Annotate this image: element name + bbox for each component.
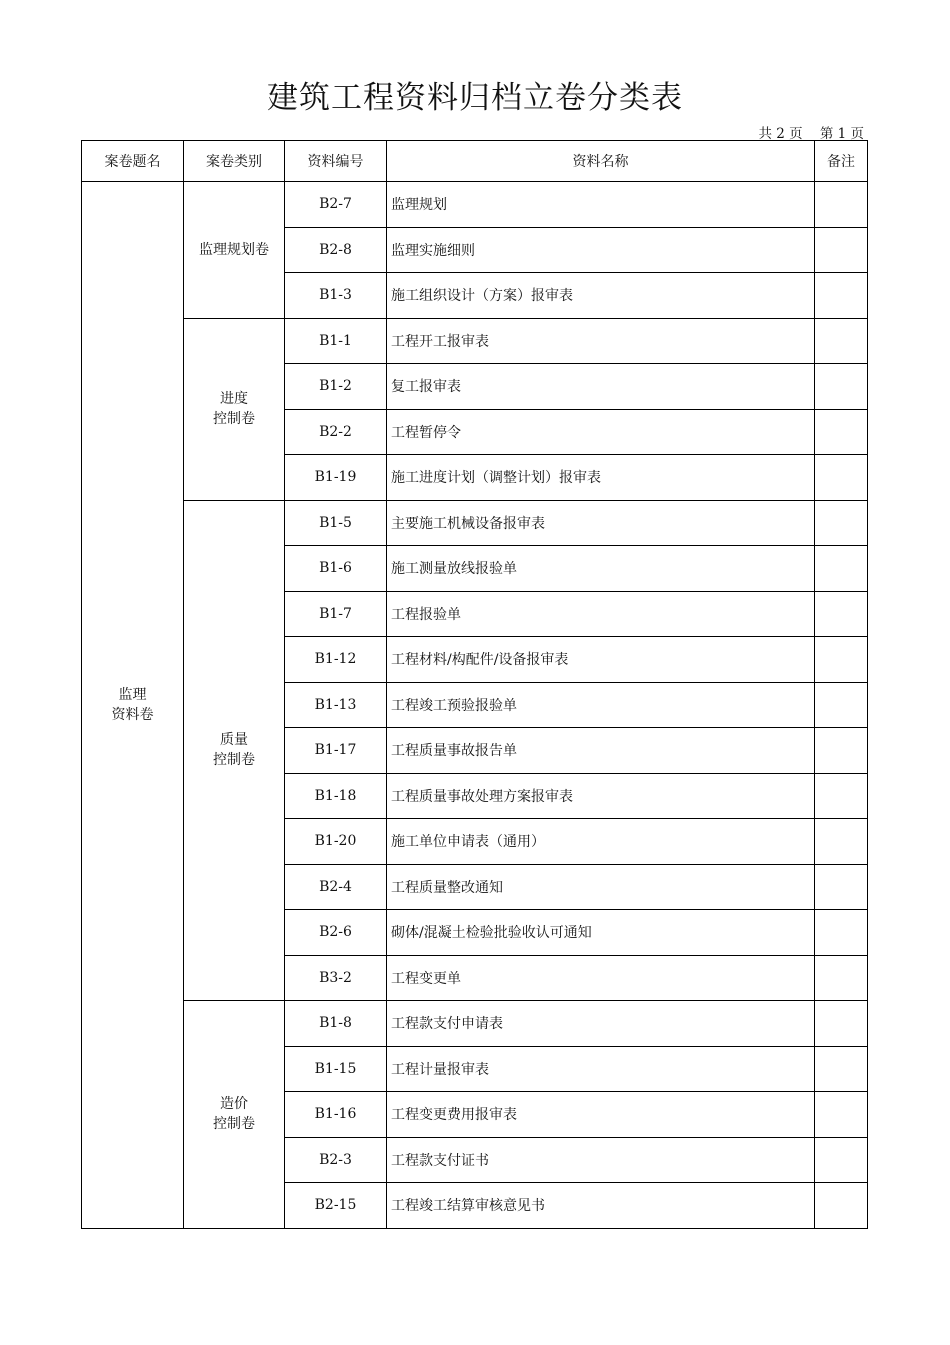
remarks-cell: [815, 682, 868, 728]
doc-number-cell: B2-7: [285, 182, 387, 228]
header-remarks: 备注: [815, 141, 868, 182]
doc-number-cell: B1-18: [285, 773, 387, 819]
doc-name-cell: 施工测量放线报验单: [387, 546, 815, 592]
archive-classification-table: [81, 140, 868, 1229]
doc-name-cell: 工程款支付申请表: [387, 1001, 815, 1047]
doc-number-cell: B2-4: [285, 864, 387, 910]
doc-number-cell: B1-15: [285, 1046, 387, 1092]
doc-number-cell: B1-8: [285, 1001, 387, 1047]
remarks-cell: [815, 409, 868, 455]
doc-number-cell: B1-6: [285, 546, 387, 592]
remarks-cell: [815, 455, 868, 501]
doc-name-cell: 施工单位申请表（通用）: [387, 819, 815, 865]
doc-name-cell: 工程变更单: [387, 955, 815, 1001]
table-row: [82, 318, 868, 364]
doc-name-cell: 工程开工报审表: [387, 318, 815, 364]
remarks-cell: [815, 591, 868, 637]
remarks-cell: [815, 1046, 868, 1092]
doc-name-cell: 工程款支付证书: [387, 1137, 815, 1183]
volume-title-line: 资料卷: [111, 706, 154, 723]
doc-number-cell: B1-20: [285, 819, 387, 865]
remarks-cell: [815, 819, 868, 865]
doc-number-cell: B2-3: [285, 1137, 387, 1183]
remarks-cell: [815, 728, 868, 774]
volume-category-line: 控制卷: [213, 752, 255, 769]
doc-number-cell: B1-19: [285, 455, 387, 501]
remarks-cell: [815, 546, 868, 592]
remarks-cell: [815, 1001, 868, 1047]
doc-number-cell: B3-2: [285, 955, 387, 1001]
remarks-cell: [815, 364, 868, 410]
doc-name-cell: 工程报验单: [387, 591, 815, 637]
table-row: [82, 1001, 868, 1047]
doc-number-cell: B1-1: [285, 318, 387, 364]
volume-category-cell: [184, 318, 285, 500]
doc-name-cell: 工程计量报审表: [387, 1046, 815, 1092]
doc-name-cell: 施工进度计划（调整计划）报审表: [387, 455, 815, 501]
remarks-cell: [815, 637, 868, 683]
remarks-cell: [815, 1137, 868, 1183]
remarks-cell: [815, 864, 868, 910]
remarks-cell: [815, 1092, 868, 1138]
doc-name-cell: 工程材料/构配件/设备报审表: [387, 637, 815, 683]
doc-name-cell: 施工组织设计（方案）报审表: [387, 273, 815, 319]
volume-category-cell: [184, 182, 285, 319]
remarks-cell: [815, 182, 868, 228]
remarks-cell: [815, 500, 868, 546]
page-title: 建筑工程资料归档立卷分类表: [267, 80, 683, 116]
remarks-cell: [815, 273, 868, 319]
doc-number-cell: B1-5: [285, 500, 387, 546]
remarks-cell: [815, 773, 868, 819]
doc-number-cell: B1-16: [285, 1092, 387, 1138]
doc-name-cell: 工程暂停令: [387, 409, 815, 455]
table-row: [82, 182, 868, 228]
doc-name-cell: 工程质量事故处理方案报审表: [387, 773, 815, 819]
volume-category-line: 监理规划卷: [199, 241, 269, 258]
volume-category-line: 进度: [220, 391, 248, 407]
doc-number-cell: B1-7: [285, 591, 387, 637]
doc-name-cell: 主要施工机械设备报审表: [387, 500, 815, 546]
remarks-cell: [815, 1183, 868, 1229]
volume-title-cell: [82, 182, 184, 1229]
header-doc-number: 资料编号: [285, 141, 387, 182]
doc-name-cell: 监理实施细则: [387, 227, 815, 273]
volume-title-line: 监理: [118, 686, 147, 703]
remarks-cell: [815, 955, 868, 1001]
table-body: [82, 182, 868, 1229]
header-row: [82, 141, 868, 182]
volume-category-cell: [184, 1001, 285, 1229]
doc-number-cell: B1-13: [285, 682, 387, 728]
doc-name-cell: 工程竣工结算审核意见书: [387, 1183, 815, 1229]
header-volume-category: 案卷类别: [184, 141, 285, 182]
table-row: [82, 500, 868, 546]
doc-name-cell: 工程变更费用报审表: [387, 1092, 815, 1138]
remarks-cell: [815, 227, 868, 273]
doc-name-cell: 监理规划: [387, 182, 815, 228]
doc-number-cell: B2-8: [285, 227, 387, 273]
doc-number-cell: B1-17: [285, 728, 387, 774]
doc-name-cell: 工程质量整改通知: [387, 864, 815, 910]
header-doc-name: 资料名称: [387, 141, 815, 182]
doc-number-cell: B2-15: [285, 1183, 387, 1229]
volume-category-line: 质量: [220, 732, 248, 749]
volume-category-cell: [184, 500, 285, 1001]
volume-category-line: 控制卷: [213, 1116, 255, 1133]
volume-category-line: 控制卷: [213, 411, 255, 427]
doc-name-cell: 工程竣工预验报验单: [387, 682, 815, 728]
doc-number-cell: B2-6: [285, 910, 387, 956]
doc-number-cell: B2-2: [285, 409, 387, 455]
remarks-cell: [815, 910, 868, 956]
doc-name-cell: 复工报审表: [387, 364, 815, 410]
remarks-cell: [815, 318, 868, 364]
doc-number-cell: B1-2: [285, 364, 387, 410]
page-count-info: 共 2 页 第 1 页: [758, 126, 864, 142]
doc-name-cell: 工程质量事故报告单: [387, 728, 815, 774]
doc-name-cell: 砌体/混凝土检验批验收认可通知: [387, 910, 815, 956]
doc-number-cell: B1-3: [285, 273, 387, 319]
doc-number-cell: B1-12: [285, 637, 387, 683]
volume-category-line: 造价: [220, 1096, 248, 1113]
header-volume-title: 案卷题名: [82, 141, 184, 182]
